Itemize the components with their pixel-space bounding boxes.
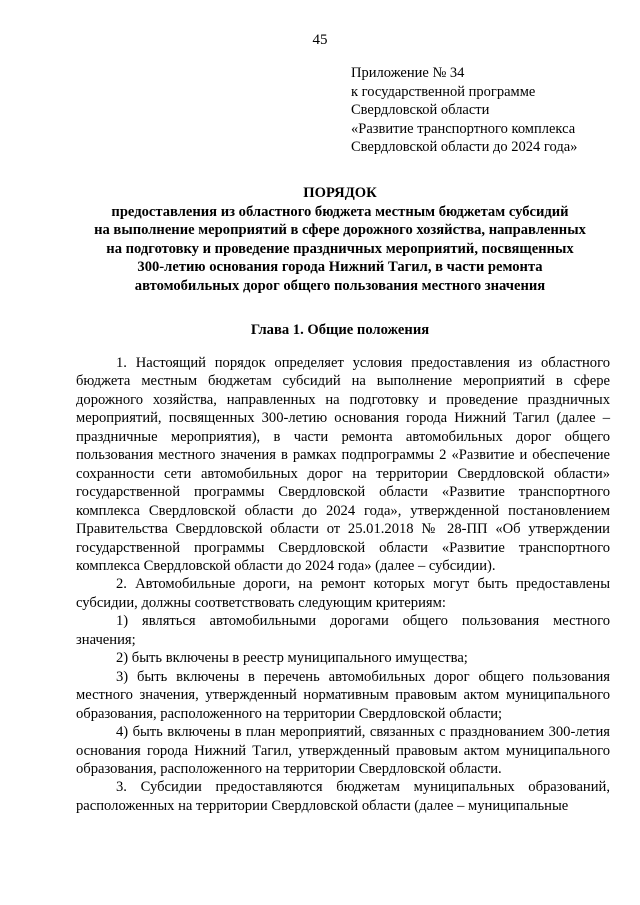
title-line: автомобильных дорог общего пользования местного значения bbox=[134, 277, 546, 294]
title-heading: ПОРЯДОК bbox=[303, 185, 377, 201]
paragraph-2: 2. Автомобильные дороги, на ремонт которых могут быть предоставлены субсидии, должны соответствовать следующим критериям: bbox=[76, 576, 610, 611]
criterion-3: 3) быть включены в перечень автомобильных дорог общего пользования местного значения, утвержденный нормативным правовым актом муниципального образования, расположенного на территории Свердловской области; bbox=[76, 668, 610, 722]
title-line: предоставления из областного бюджета местным бюджетам субсидий bbox=[111, 203, 569, 220]
appendix-line: «Развитие транспортного комплекса bbox=[351, 120, 576, 137]
appendix-line: Свердловской области до 2024 года» bbox=[351, 139, 578, 155]
criterion-4: 4) быть включены в план мероприятий, связанных с празднованием 300-летия основания города Нижний Тагил, утвержденный правовым актом муниципального образования, расположенного на территории Свердловской области. bbox=[76, 724, 610, 777]
body-text bbox=[76, 354, 610, 815]
criterion-1: 1) являться автомобильными дорогами общего пользования местного значения; bbox=[76, 613, 610, 648]
paragraph-1: 1. Настоящий порядок определяет условия предоставления из областного бюджета местным бюджетам субсидий на выполнение мероприятий в сфере дорожного хозяйства, направленных на подготовку и проведение праздничных мероприятий, посвященных 300-летию основания города Нижний Тагил (далее – праздничные мероприятия), в части ремонта автомобильных дорог общего пользования местного значения в рамках подпрограммы 2 «Развитие и обеспечение сохранности сети автомобильных дорог на территории Свердловской области» государственной программы Свердловской области «Развитие транспортного комплекса Свердловской области до 2024 года», утвержденной постановлением Правительства Свердловской области от 25.01.2018 № 28-ПП «Об утверждении государственной программы Свердловской области «Развитие транспортного комплекса Свердловской области до 2024 года» (далее – субсидии). bbox=[76, 355, 610, 574]
document-title bbox=[60, 184, 620, 296]
criterion-2: 2) быть включены в реестр муниципального имущества; bbox=[116, 650, 468, 667]
chapter-heading: Глава 1. Общие положения bbox=[250, 322, 430, 338]
title-line: на выполнение мероприятий в сфере дорожного хозяйства, направленных bbox=[94, 222, 586, 239]
page-number: 45 bbox=[312, 32, 328, 48]
appendix-block bbox=[351, 64, 631, 157]
paragraph-3: 3. Субсидии предоставляются бюджетам муниципальных образований, расположенных на территории Свердловской области (далее – муниципальные bbox=[76, 779, 610, 814]
title-line: 300-летию основания города Нижний Тагил, в части ремонта bbox=[137, 259, 543, 276]
title-line: на подготовку и проведение праздничных мероприятий, посвященных bbox=[106, 240, 574, 257]
appendix-line: Приложение № 34 bbox=[351, 65, 465, 81]
appendix-line: Свердловской области bbox=[351, 102, 490, 118]
appendix-line: к государственной программе bbox=[351, 83, 536, 100]
